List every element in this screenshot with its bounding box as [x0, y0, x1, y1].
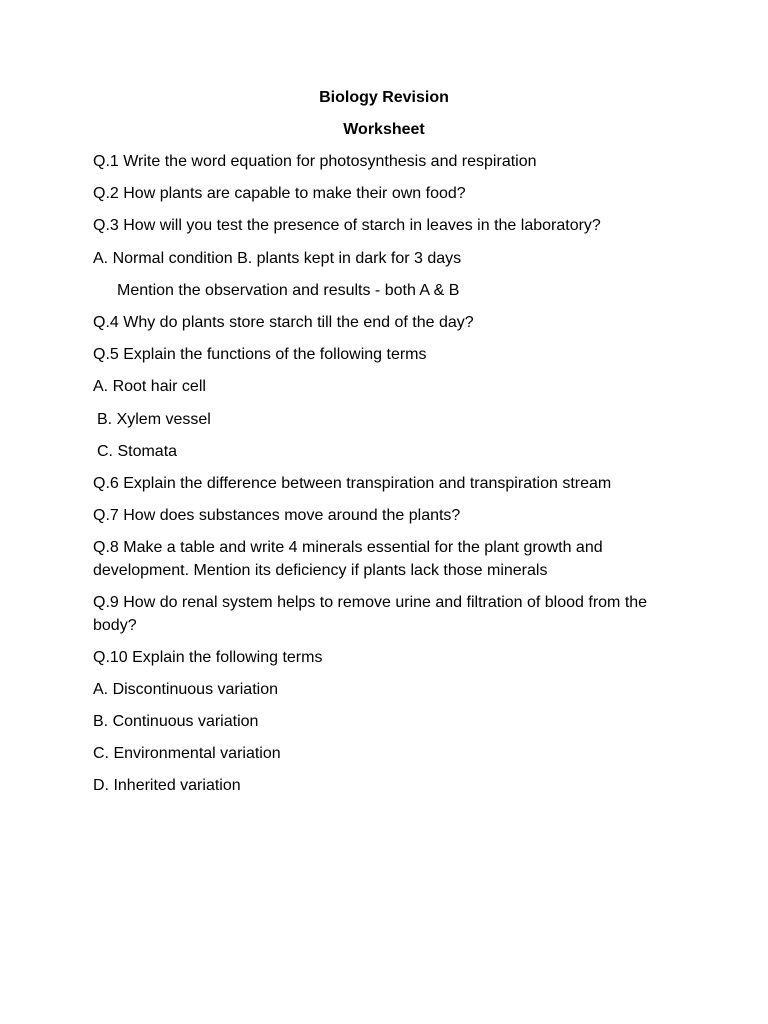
question-10-item-d: D. Inherited variation	[93, 777, 241, 794]
question-5: Q.5 Explain the functions of the following terms	[93, 346, 427, 363]
question-5-item-a: A. Root hair cell	[93, 378, 206, 395]
question-3: Q.3 How will you test the presence of starch in leaves in the laboratory?	[93, 217, 601, 234]
question-10: Q.10 Explain the following terms	[93, 649, 323, 666]
question-7: Q.7 How does substances move around the plants?	[93, 507, 461, 524]
question-4: Q.4 Why do plants store starch till the end of the day?	[93, 314, 474, 331]
question-5-item-b: B. Xylem vessel	[97, 411, 211, 428]
question-8: Q.8 Make a table and write 4 minerals essential for the plant growth and development. Mention its deficiency if plants lack those minerals	[93, 539, 603, 579]
question-10-item-b: B. Continuous variation	[93, 713, 259, 730]
question-10-item-a: A. Discontinuous variation	[93, 681, 278, 698]
question-9: Q.9 How do renal system helps to remove urine and filtration of blood from the body?	[93, 594, 648, 634]
document-subtitle: Worksheet	[343, 121, 425, 138]
question-6: Q.6 Explain the difference between transpiration and transpiration stream	[93, 475, 612, 492]
document-title: Biology Revision	[319, 89, 449, 106]
question-5-item-c: C. Stomata	[97, 443, 178, 460]
question-3-instruction: Mention the observation and results - both A & B	[117, 282, 460, 299]
question-1: Q.1 Write the word equation for photosynthesis and respiration	[93, 153, 537, 170]
question-2: Q.2 How plants are capable to make their own food?	[93, 185, 466, 202]
question-10-item-c: C. Environmental variation	[93, 745, 281, 762]
question-3-conditions: A. Normal condition B. plants kept in dark for 3 days	[93, 250, 462, 267]
